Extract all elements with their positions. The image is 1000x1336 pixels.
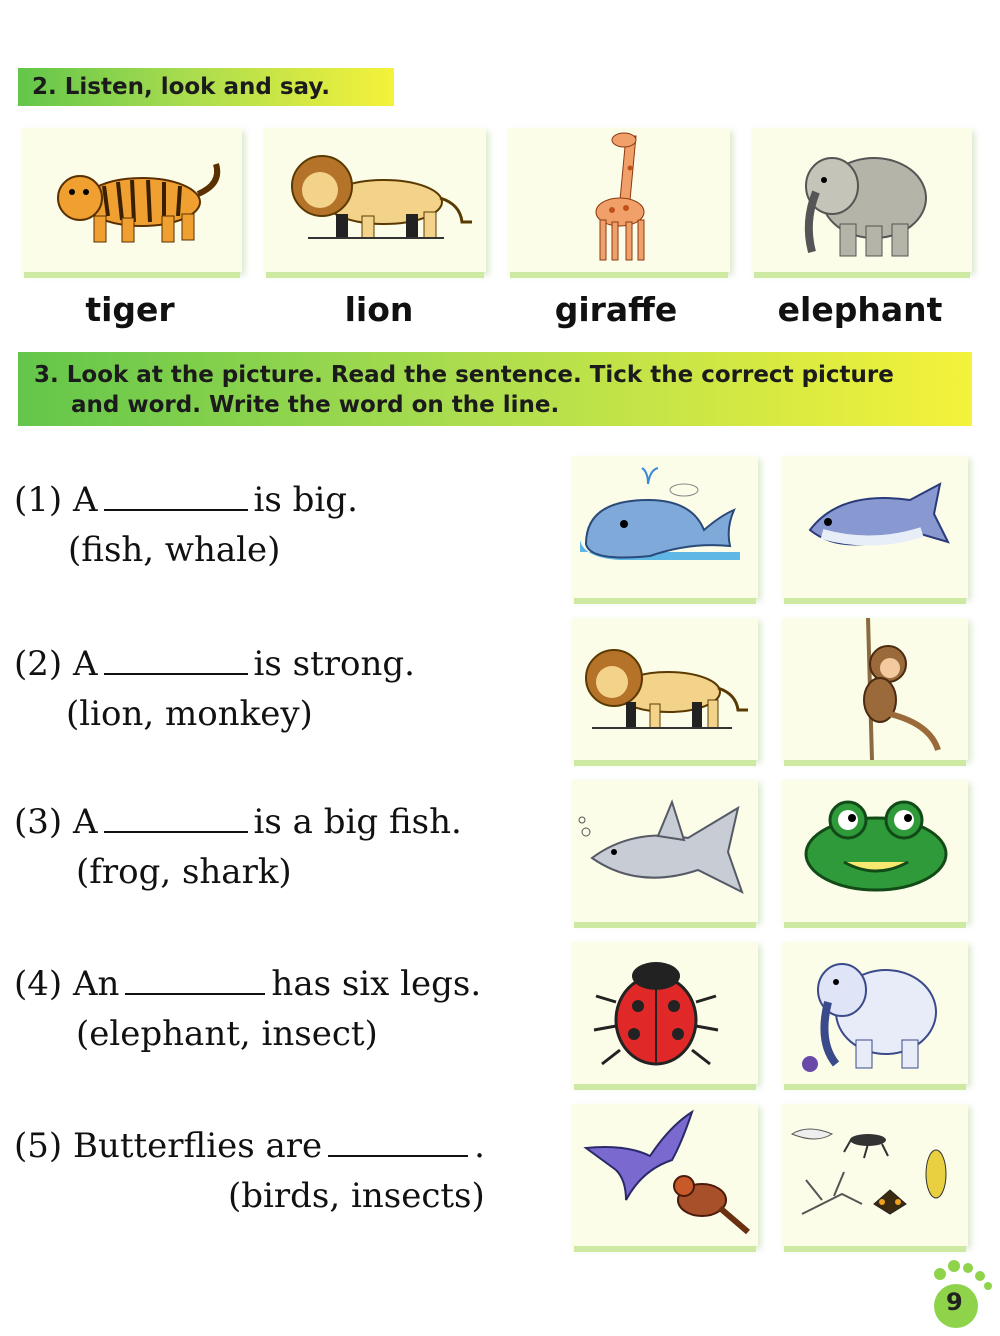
choice-lion-card[interactable] bbox=[572, 618, 758, 760]
giraffe-card[interactable] bbox=[508, 128, 730, 272]
page-number-badge bbox=[930, 1256, 992, 1330]
question-1 bbox=[14, 480, 358, 520]
choice-elephant-card[interactable] bbox=[782, 942, 968, 1084]
choice-whale-card[interactable] bbox=[572, 456, 758, 598]
section-3-title-line1: 3. Look at the picture. Read the sentence. Tick the correct picture bbox=[34, 362, 894, 388]
choice-insects-card[interactable] bbox=[782, 1104, 968, 1246]
question-4-end: has six legs. bbox=[271, 964, 482, 1004]
birds-icon bbox=[572, 1104, 758, 1246]
elephant-icon bbox=[752, 128, 972, 272]
choice-ladybug-card[interactable] bbox=[572, 942, 758, 1084]
page-number: 9 bbox=[946, 1288, 963, 1316]
question-5-start: (5) Butterflies are bbox=[14, 1126, 323, 1166]
choice-birds-card[interactable] bbox=[572, 1104, 758, 1246]
word-giraffe: giraffe bbox=[554, 290, 678, 329]
fish-icon bbox=[782, 456, 968, 598]
shark-icon bbox=[572, 780, 758, 922]
question-1-start: (1) A bbox=[14, 480, 98, 520]
elephant-icon bbox=[782, 942, 968, 1084]
answer-blank-5[interactable] bbox=[328, 1129, 468, 1157]
insects-icon bbox=[782, 1104, 968, 1246]
whale-icon bbox=[572, 456, 758, 598]
question-5-end: . bbox=[474, 1126, 485, 1166]
section-3-title bbox=[18, 352, 972, 426]
lion-card[interactable] bbox=[264, 128, 486, 272]
question-4-start: (4) An bbox=[14, 964, 120, 1004]
lion-icon bbox=[264, 128, 486, 272]
ladybug-icon bbox=[572, 942, 758, 1084]
question-3-choices: (frog, shark) bbox=[76, 852, 292, 892]
question-3 bbox=[14, 802, 462, 842]
question-3-start: (3) A bbox=[14, 802, 98, 842]
choice-fish-card[interactable] bbox=[782, 456, 968, 598]
question-2-start: (2) A bbox=[14, 644, 98, 684]
answer-blank-1[interactable] bbox=[104, 483, 248, 511]
frog-icon bbox=[782, 780, 968, 922]
word-elephant: elephant bbox=[777, 290, 943, 329]
word-lion: lion bbox=[344, 290, 414, 329]
section-3-title-line2: and word. Write the word on the line. bbox=[71, 392, 560, 418]
answer-blank-3[interactable] bbox=[104, 805, 248, 833]
choice-monkey-card[interactable] bbox=[782, 618, 968, 760]
question-5 bbox=[14, 1126, 485, 1166]
question-1-end: is big. bbox=[253, 480, 358, 520]
answer-blank-2[interactable] bbox=[104, 647, 248, 675]
question-2-choices: (lion, monkey) bbox=[66, 694, 313, 734]
question-1-choices: (fish, whale) bbox=[68, 530, 281, 570]
choice-frog-card[interactable] bbox=[782, 780, 968, 922]
question-2-end: is strong. bbox=[253, 644, 415, 684]
answer-blank-4[interactable] bbox=[125, 967, 265, 995]
lion-icon bbox=[572, 618, 758, 760]
word-tiger: tiger bbox=[85, 290, 175, 329]
question-5-choices: (birds, insects) bbox=[228, 1176, 485, 1216]
question-2 bbox=[14, 644, 415, 684]
tiger-icon bbox=[22, 128, 242, 272]
monkey-icon bbox=[782, 618, 968, 760]
question-4 bbox=[14, 964, 481, 1004]
elephant-card[interactable] bbox=[752, 128, 972, 272]
choice-shark-card[interactable] bbox=[572, 780, 758, 922]
question-3-end: is a big fish. bbox=[253, 802, 462, 842]
giraffe-icon bbox=[508, 128, 730, 272]
question-4-choices: (elephant, insect) bbox=[76, 1014, 378, 1054]
tiger-card[interactable] bbox=[22, 128, 242, 272]
section-2-title: 2. Listen, look and say. bbox=[18, 68, 394, 106]
